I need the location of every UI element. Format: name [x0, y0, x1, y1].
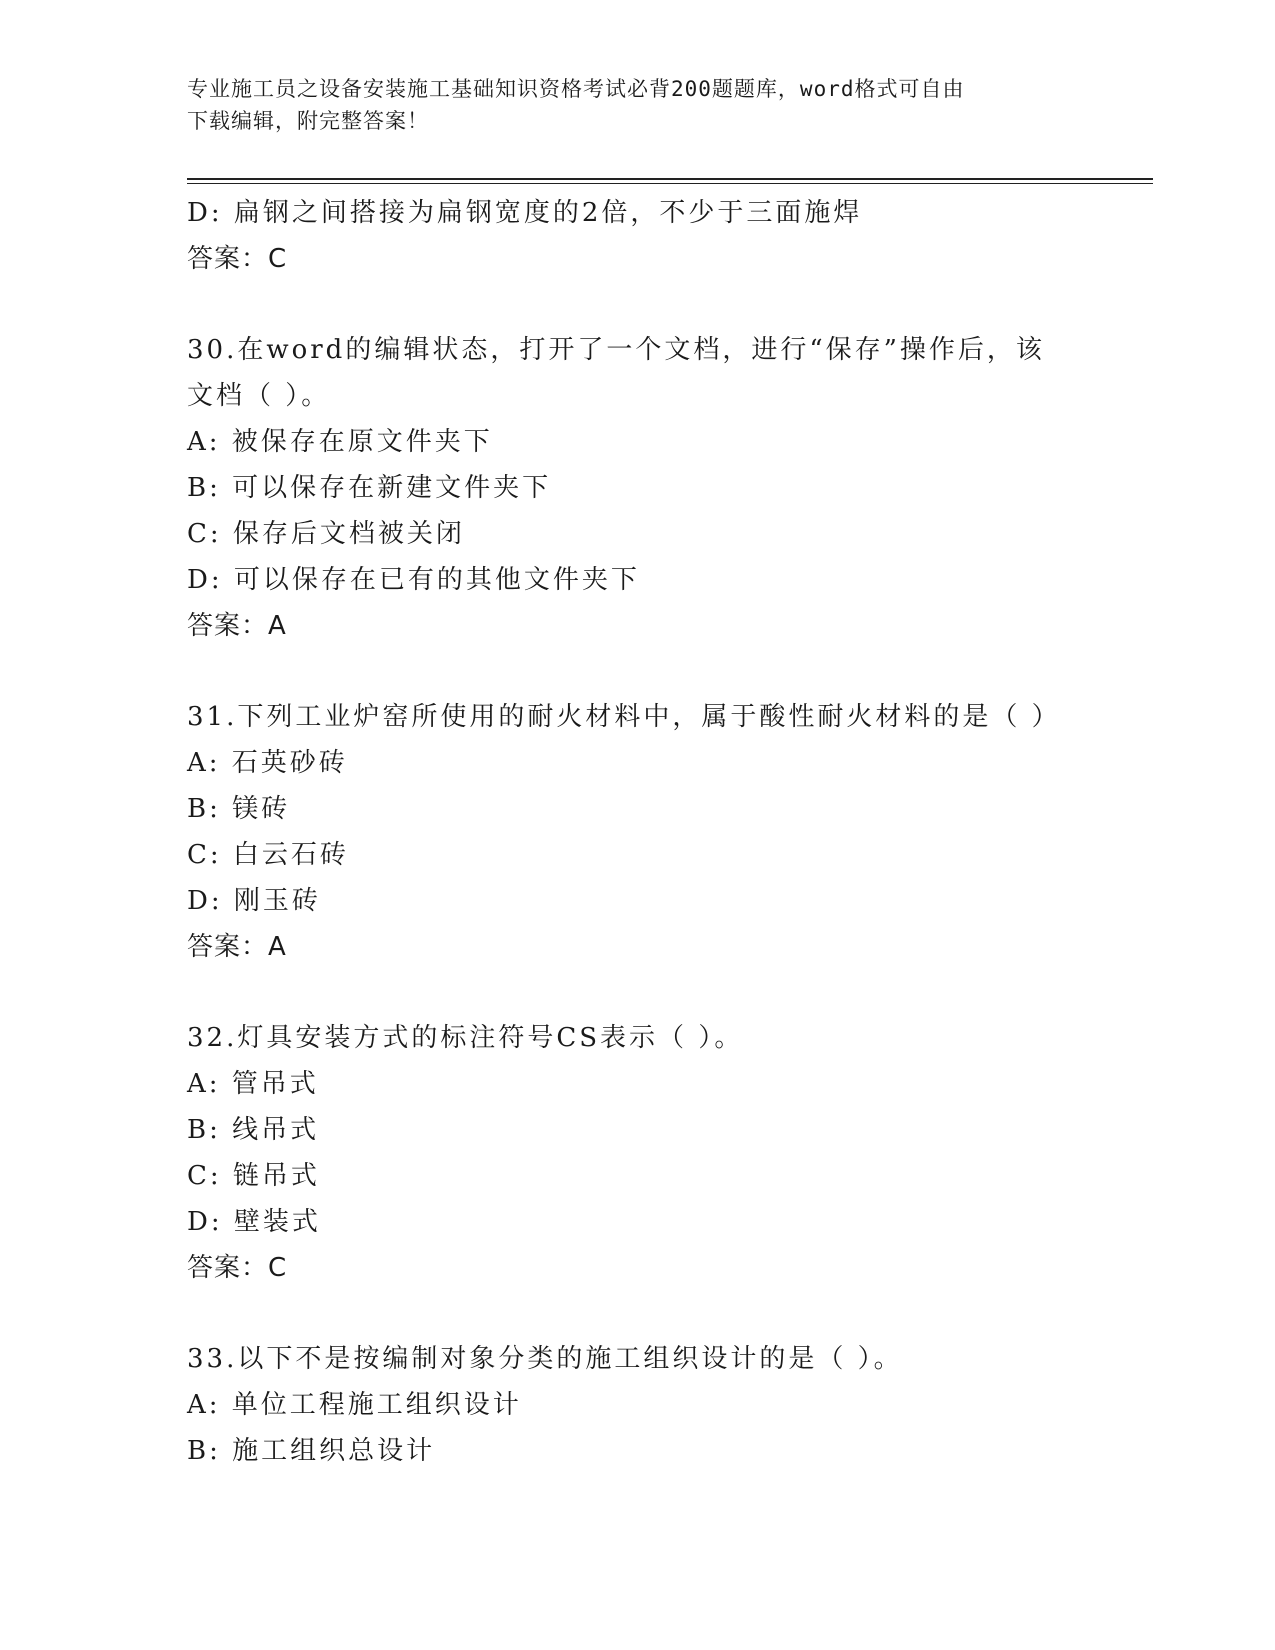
header-line-2: 下载编辑，附完整答案！ — [187, 109, 429, 133]
option-a: A: 单位工程施工组织设计 — [187, 1390, 522, 1420]
question-32 — [187, 1015, 1087, 1291]
carryover-block — [187, 190, 1087, 282]
option-c: C: 保存后文档被关闭 — [187, 519, 465, 549]
question-33 — [187, 1336, 1087, 1474]
option-b: B: 线吊式 — [187, 1115, 320, 1145]
option-b: B: 镁砖 — [187, 794, 291, 824]
document-header — [187, 73, 1087, 137]
answer: 答案：A — [187, 932, 287, 962]
option-d: D: 扁钢之间搭接为扁钢宽度的2倍，不少于三面施焊 — [187, 198, 863, 228]
option-a: A: 管吊式 — [187, 1069, 319, 1099]
option-b: B: 施工组织总设计 — [187, 1436, 436, 1466]
answer: 答案：A — [187, 611, 287, 641]
question-30 — [187, 327, 1087, 649]
document-body — [187, 190, 1087, 1474]
header-rule-thin — [187, 183, 1153, 184]
header-line-1: 专业施工员之设备安装施工基础知识资格考试必背200题题库，word格式可自由 — [187, 77, 965, 101]
option-d: D: 壁装式 — [187, 1207, 321, 1237]
option-a: A: 被保存在原文件夹下 — [187, 427, 493, 457]
option-d: D: 可以保存在已有的其他文件夹下 — [187, 565, 640, 595]
header-rule-thick — [187, 178, 1153, 180]
option-c: C: 白云石砖 — [187, 840, 349, 870]
option-a: A: 石英砂砖 — [187, 748, 348, 778]
answer: 答案：C — [187, 244, 288, 274]
question-text: 33.以下不是按编制对象分类的施工组织设计的是（ ）。 — [187, 1344, 903, 1374]
question-text: 32.灯具安装方式的标注符号CS表示（ ）。 — [187, 1023, 744, 1053]
option-b: B: 可以保存在新建文件夹下 — [187, 473, 552, 503]
option-c: C: 链吊式 — [187, 1161, 320, 1191]
option-d: D: 刚玉砖 — [187, 886, 321, 916]
question-text: 31.下列工业炉窑所使用的耐火材料中，属于酸性耐火材料的是（ ） — [187, 702, 1061, 732]
question-text-line-2: 文档（ ）。 — [187, 381, 331, 411]
question-text-line-1: 30.在word的编辑状态，打开了一个文档，进行“保存”操作后，该 — [187, 335, 1045, 365]
answer: 答案：C — [187, 1253, 288, 1283]
question-31 — [187, 694, 1087, 970]
